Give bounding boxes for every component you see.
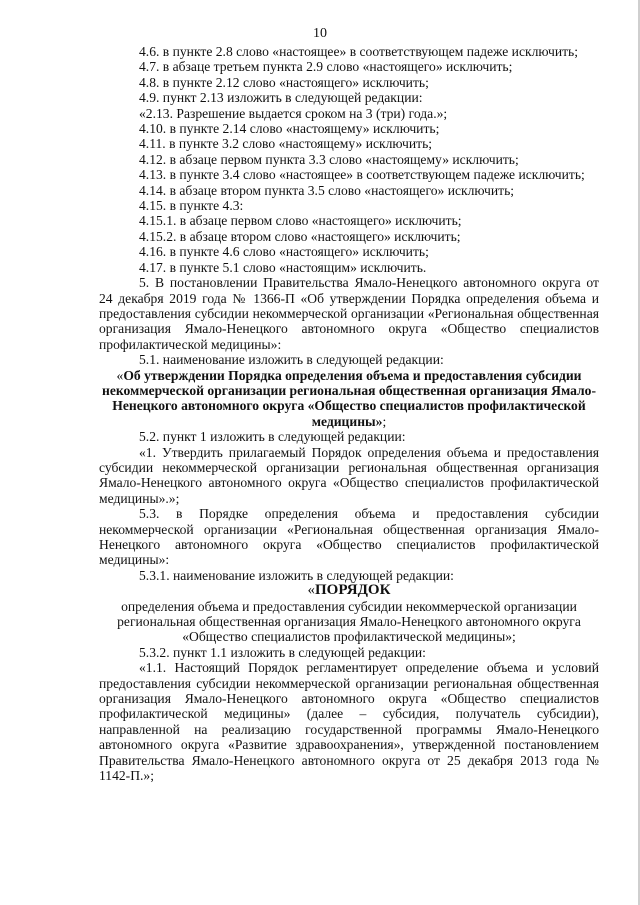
paragraph-4-8: 4.8. в пункте 2.12 слово «настоящего» исключить;: [139, 74, 429, 90]
paragraph-4-15-2: 4.15.2. в абзаце втором слово «настоящего» исключить;: [139, 228, 461, 244]
paragraph-4-15: 4.15. в пункте 4.3:: [139, 198, 244, 214]
paragraph-1-quote: «1. Утвердить прилагаемый Порядок определения объема и предоставления субсидии некоммерческой организации региональная общественная организация Ямало-Ненецкого автономного округа «Общество специалистов профилактической медицины».»;: [99, 444, 599, 506]
paragraph-4-9: 4.9. пункт 2.13 изложить в следующей редакции:: [139, 90, 423, 106]
paragraph-5-1: 5.1. наименование изложить в следующей редакции:: [139, 352, 444, 368]
paragraph-4-14: 4.14. в абзаце втором пункта 3.5 слово «настоящего» исключить;: [139, 182, 515, 198]
bold-title-open-quote: «: [116, 367, 124, 383]
paragraph-4-16: 4.16. в пункте 4.6 слово «настоящего» исключить;: [139, 244, 429, 260]
bold-title-text: Об утверждении Порядка определения объема и предоставления субсидии некоммерческой организации региональная общественная организация Ямало-Ненецкого автономного округа «Общество специалистов профилактической медицины»: [102, 367, 596, 429]
page-number: 10: [313, 26, 327, 41]
paragraph-5-3-2: 5.3.2. пункт 1.1 изложить в следующей редакции:: [139, 644, 426, 660]
paragraph-5-3: 5.3. в Порядке определения объема и предоставления субсидии некоммерческой организации «Региональная общественная организация Ямало-Ненецкого автономного округа «Общество специалистов профилактической медицины»:: [99, 506, 599, 568]
paragraph-5: 5. В постановлении Правительства Ямало-Ненецкого автономного округа от 24 декабря 2019 года № 1366-П «Об утверждении Порядка определения объема и предоставления субсидии некоммерческой организации «Региональная общественная организация Ямало-Ненецкого автономного округа «Общество специалистов профилактической медицины»:: [99, 275, 599, 352]
paragraph-4-17: 4.17. в пункте 5.1 слово «настоящим» исключить.: [139, 259, 427, 275]
paragraph-5-2: 5.2. пункт 1 изложить в следующей редакции:: [139, 429, 406, 445]
paragraph-1-1-quote: «1.1. Настоящий Порядок регламентирует определение объема и условий предоставления субсидии некоммерческой организации региональная общественная организация Ямало-Ненецкого автономного округа «Общество специалистов профилактической медицины» (далее – субсидия, получатель субсидии), направленной на реализацию государственной программы Ямало-Ненецкого автономного округа «Развитие здравоохранения», утвержденной постановлением Правительства Ямало-Ненецкого автономного округа от 25 декабря 2013 года № 1142-П.»;: [99, 660, 599, 784]
poryadok-heading: [99, 583, 599, 598]
bold-title-block: [99, 368, 599, 430]
document-body: [99, 44, 599, 784]
bold-title-tail: ;: [382, 413, 387, 429]
paragraph-4-13: 4.13. в пункте 3.4 слово «настоящее» в соответствующем падеже исключить;: [139, 167, 585, 183]
paragraph-4-6: 4.6. в пункте 2.8 слово «настоящее» в соответствующем падеже исключить;: [139, 44, 579, 59]
paragraph-4-11: 4.11. в пункте 3.2 слово «настоящему» исключить;: [139, 136, 433, 152]
poryadok-subtitle: определения объема и предоставления субсидии некоммерческой организации региональная общественная организация Ямало-Ненецкого автономного округа «Общество специалистов профилактической медицины»;: [117, 598, 581, 645]
paragraph-4-15-1: 4.15.1. в абзаце первом слово «настоящего» исключить;: [139, 213, 462, 229]
paragraph-4-12: 4.12. в абзаце первом пункта 3.3 слово «настоящему» исключить;: [139, 151, 519, 167]
poryadok-open-quote: «: [307, 582, 316, 599]
paragraph-4-10: 4.10. в пункте 2.14 слово «настоящему» исключить;: [139, 121, 440, 137]
paragraph-2-13-quote: «2.13. Разрешение выдается сроком на 3 (три) года.»;: [139, 105, 448, 121]
paragraph-4-7: 4.7. в абзаце третьем пункта 2.9 слово «настоящего» исключить;: [139, 59, 513, 75]
poryadok-heading-text: ПОРЯДОК: [315, 582, 391, 599]
paragraph-5-3-1: 5.3.1. наименование изложить в следующей редакции:: [139, 567, 454, 583]
